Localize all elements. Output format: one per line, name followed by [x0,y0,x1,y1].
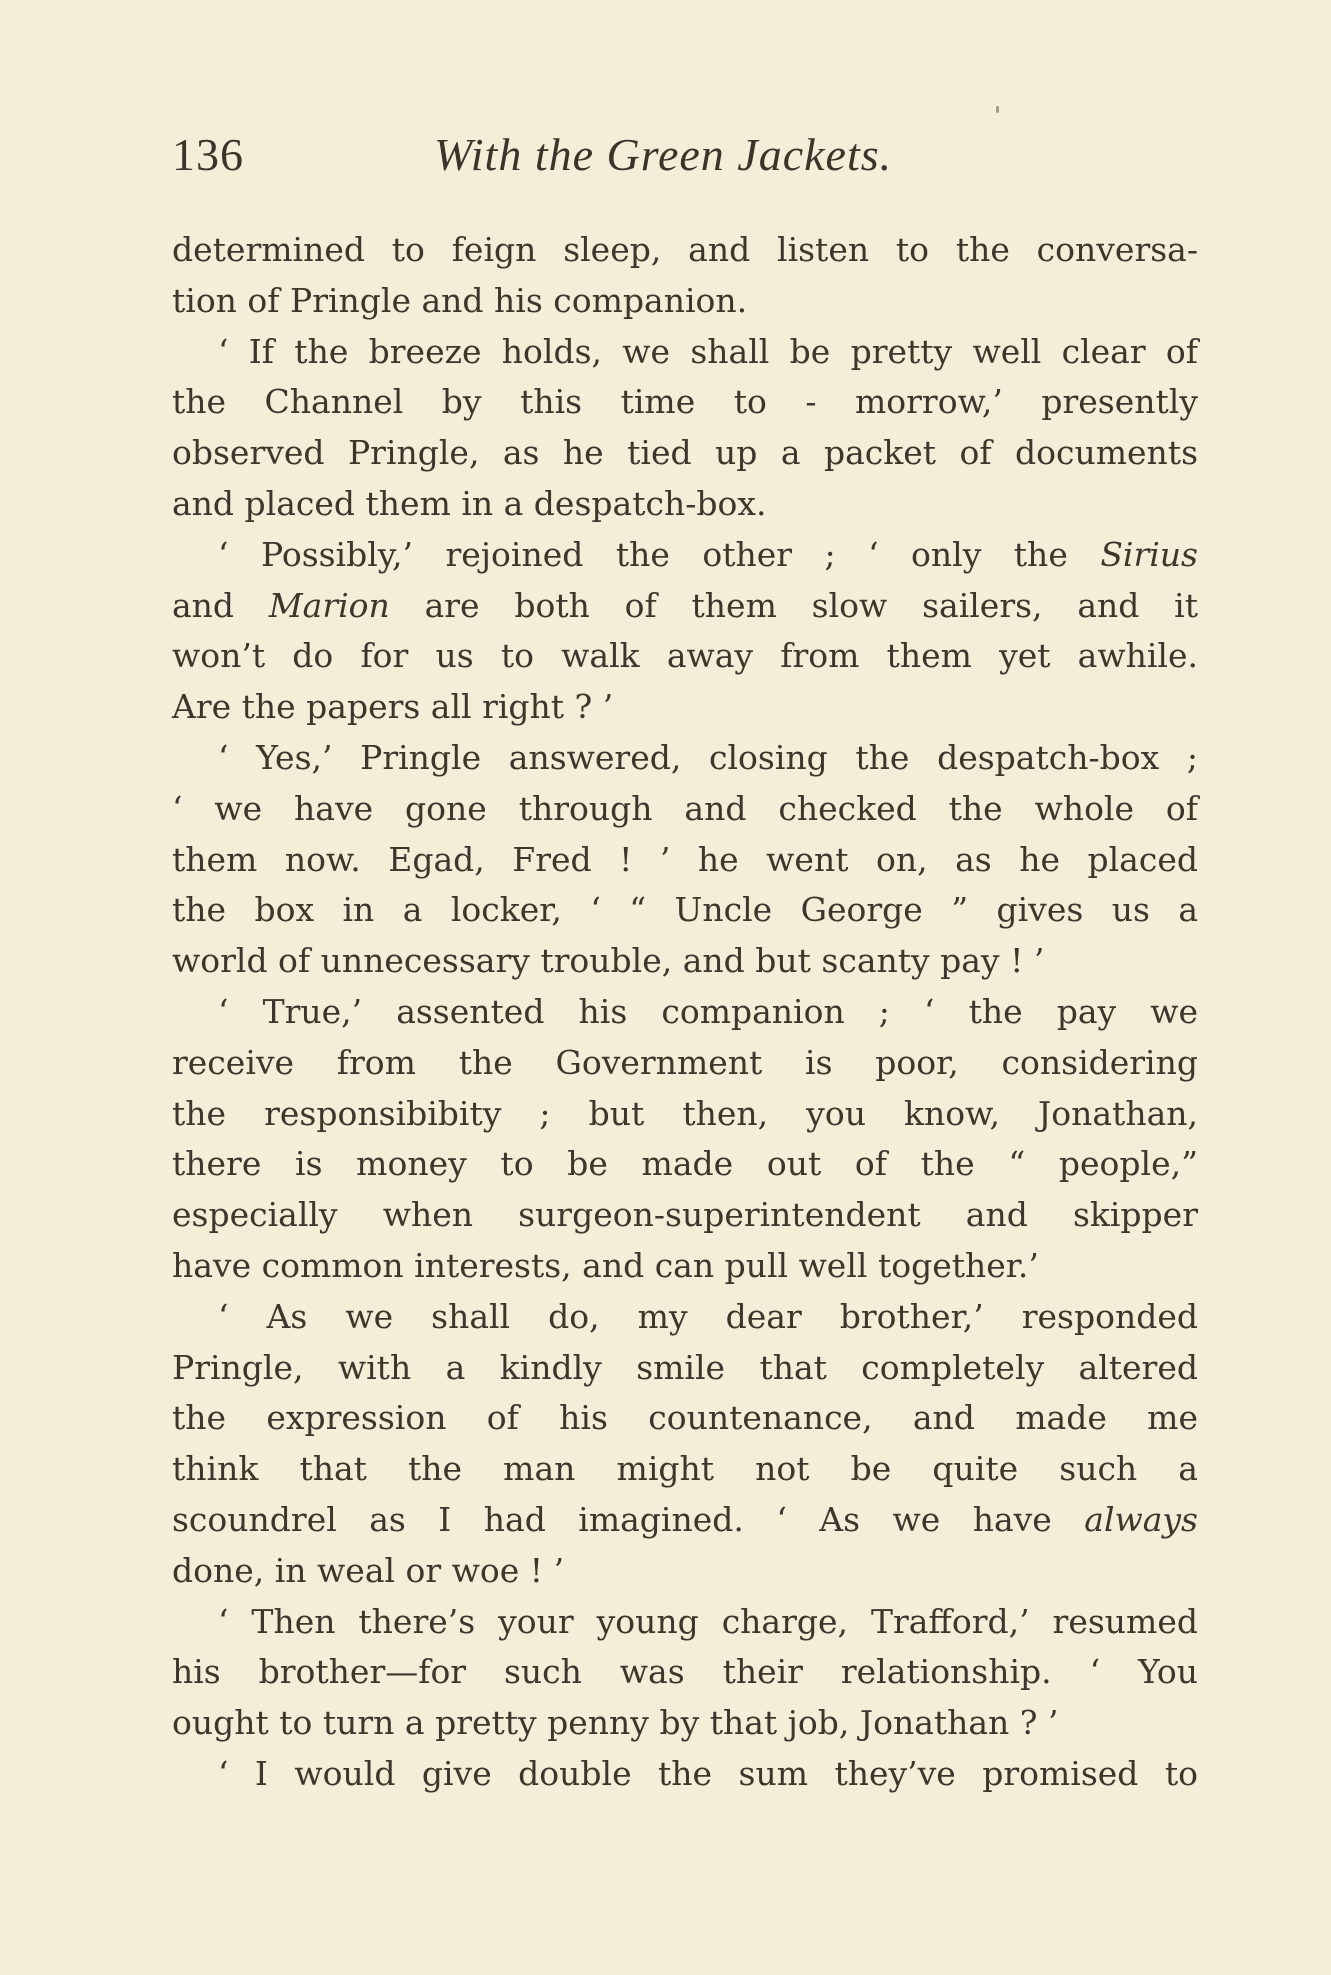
text-line: ‘ If the breeze holds, we shall be pretty well clear of [218,331,1198,371]
text-line: ought to turn a pretty penny by that job, Jonathan ? ’ [172,1703,1059,1743]
text-line: have common interests, and can pull well together.’ [172,1245,1039,1285]
page-number: 136 [172,129,244,180]
text-line: them now. Egad, Fred ! ’ he went on, as he placed [172,839,1198,879]
text-line: determined to feign sleep, and listen to the conversa- [172,230,1198,269]
text-line: the responsibibity ; but then, you know, Jonathan, [172,1093,1198,1133]
italic-word: Marion [268,585,390,625]
text-line: the Channel by this time to - morrow,’ presently [172,382,1198,422]
text-line: especially when surgeon-superintendent and skipper [172,1195,1198,1235]
text-line: the box in a locker, ‘ “ Uncle George ” gives us a [172,890,1198,930]
text-line: his brother—for such was their relationship. ‘ You [172,1652,1198,1692]
text-line: and Marion are both of them slow sailers, and it [172,585,1198,625]
text-line: ‘ Possibly,’ rejoined the other ; ‘ only the Sirius [218,534,1198,574]
text-line: ‘ True,’ assented his companion ; ‘ the pay we [218,991,1198,1031]
italic-word: Sirius [1100,534,1198,574]
text-line: Are the papers all right ? ’ [172,687,614,727]
text-line: receive from the Government is poor, considering [172,1042,1198,1082]
text-line: ‘ As we shall do, my dear brother,’ responded [218,1296,1198,1336]
running-title: With the Green Jackets. [434,129,893,180]
text-line: ‘ I would give double the sum they’ve promised to [218,1753,1198,1793]
text-line: scoundrel as I had imagined. ‘ As we have always [172,1499,1198,1539]
text-line: and placed them in a despatch-box. [172,483,767,523]
body-text [172,225,1198,1800]
text-line: ‘ Then there’s your young charge, Trafford,’ resumed [218,1601,1198,1641]
text-line: world of unnecessary trouble, and but scanty pay ! ’ [172,941,1045,981]
text-line: tion of Pringle and his companion. [172,280,748,320]
italic-word: always [1084,1499,1198,1539]
text-line: there is money to be made out of the “ people,” [172,1144,1198,1184]
text-line: think that the man might not be quite such a [172,1449,1198,1489]
page-header [172,128,1202,188]
text-line: ‘ Yes,’ Pringle answered, closing the despatch-box ; [218,737,1198,777]
text-line: ‘ we have gone through and checked the whole of [172,788,1198,828]
paper-speck [996,106,999,113]
text-line: observed Pringle, as he tied up a packet of documents [172,433,1198,473]
text-line: the expression of his countenance, and made me [172,1398,1198,1438]
text-line: Pringle, with a kindly smile that completely altered [172,1347,1198,1387]
text-line: won’t do for us to walk away from them yet awhile. [172,636,1198,676]
text-line: done, in weal or woe ! ’ [172,1550,565,1590]
